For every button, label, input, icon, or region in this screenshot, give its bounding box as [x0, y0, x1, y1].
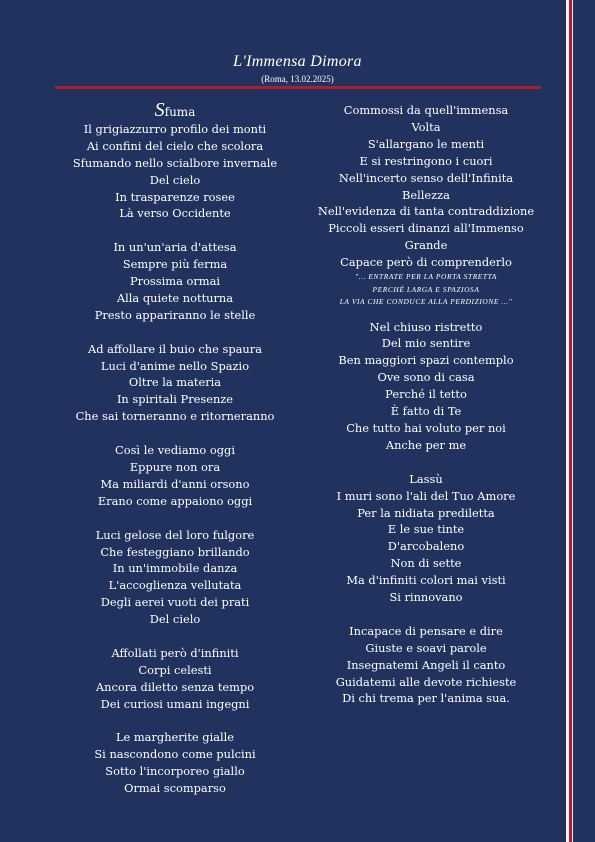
verse-line: Oltre la materia: [128, 375, 222, 390]
verse-line: Perché il tetto: [385, 387, 467, 402]
verse-line: E le sue tinte: [387, 522, 465, 537]
verse-line: Prossima ormai: [129, 274, 221, 289]
right-stanza-opening: [296, 102, 556, 271]
verse-line: Che festeggiano brillando: [100, 544, 250, 559]
quote-line: PERCHÉ LARGA E SPAZIOSA: [372, 284, 480, 294]
verse-line: Ad affollare il buio che spaura: [88, 341, 262, 356]
verse-line: In un'immobile danza: [112, 561, 238, 576]
verse-line: È fatto di Te: [390, 404, 462, 419]
verse-line: Per la nidiata prediletta: [357, 505, 495, 520]
verse-line: Sempre più ferma: [122, 257, 228, 272]
verse-line: Guidatemi alle devote richieste: [335, 674, 517, 689]
verse-line: Che sai torneranno e ritorneranno: [75, 409, 275, 424]
verse-line: Ormai scomparso: [124, 781, 226, 796]
stanza: [45, 729, 305, 797]
verse-line: Luci gelose del loro fulgore: [95, 527, 255, 542]
verse-line: Ancora diletto senza tempo: [95, 679, 255, 694]
verse-line: Ove sono di casa: [377, 370, 475, 385]
verse-line: S'allargano le menti: [367, 136, 485, 151]
stanza: [45, 341, 305, 426]
verse-line: Ben maggiori spazi contemplo: [338, 353, 514, 368]
title-divider: [55, 86, 541, 89]
verse-line: L'accoglienza vellutata: [108, 578, 242, 593]
first-verse-line: [45, 99, 305, 121]
verse-line: Del cielo: [149, 612, 201, 627]
stanza-gap: [45, 713, 305, 730]
verse-line: Ma d'infiniti colori mai visti: [346, 573, 506, 588]
verse-line: Che tutto hai voluto per noi: [346, 421, 506, 435]
verse-line: In trasparenze rosee: [115, 189, 235, 204]
verse-line: Di chi trema per l'anima sua.: [342, 691, 510, 706]
verse-line: Del cielo: [149, 172, 201, 187]
stanza: [296, 471, 556, 606]
verse-line: Grande: [404, 238, 448, 253]
verse-line: Non di sette: [390, 556, 462, 571]
stanza-gap: [45, 628, 305, 645]
stanza: [45, 645, 305, 713]
right-stanzas: [296, 319, 556, 708]
stanza: [296, 623, 556, 708]
verse-line: I muri sono l'ali del Tuo Amore: [336, 488, 516, 503]
stanza: [45, 121, 305, 222]
page-edge-thin-stripe: [572, 0, 573, 842]
verse-line: Si nascondono come pulcini: [94, 747, 256, 762]
verse-line: Erano come appaiono oggi: [97, 493, 253, 508]
verse-line: Si rinnovano: [389, 590, 463, 605]
quote-line: LA VIA CHE CONDUCE ALLA PERDIZIONE …": [339, 297, 513, 307]
stanza-gap: [45, 425, 305, 442]
stanza-gap: [296, 454, 556, 471]
quote-line: "… ENTRATE PER LA PORTA STRETTA: [355, 272, 497, 282]
stanza: [296, 319, 556, 454]
stanza: [45, 239, 305, 324]
verse-line: Luci d'anime nello Spazio: [100, 358, 250, 373]
drop-cap: S: [154, 99, 165, 121]
verse-line: Sfumando nello scialbore invernale: [72, 155, 278, 170]
first-verse-rest: fuma: [164, 105, 196, 119]
verse-line: E si restringono i cuori: [359, 153, 493, 168]
verse-line: Nell'evidenza di tanta contraddizione: [317, 204, 535, 219]
poem-title: L'Immensa Dimora: [233, 53, 362, 70]
verse-line: Ai confini del cielo che scolora: [86, 138, 264, 153]
verse-line: Eppure non ora: [129, 459, 221, 474]
verse-line: Alla quiete notturna: [116, 290, 234, 305]
verse-line: Piccoli esseri dinanzi all'Immenso: [328, 221, 524, 236]
verse-line: In spiritali Presenze: [116, 392, 234, 407]
verse-line: Anche per me: [385, 437, 467, 452]
verse-line: Il grigiazzurro profilo dei monti: [83, 121, 267, 136]
verse-line: In un'un'aria d'attesa: [113, 240, 237, 255]
verse-line: D'arcobaleno: [387, 539, 465, 554]
stanza: [45, 527, 305, 628]
verse-line: Insegnatemi Angeli il canto: [346, 657, 506, 672]
stanza-gap: [45, 510, 305, 527]
left-column: [45, 99, 305, 797]
verse-line: Del mio sentire: [381, 336, 471, 351]
scripture-quote: [296, 271, 556, 309]
verse-line: Là verso Occidente: [119, 206, 231, 221]
verse-line: Ma miliardi d'anni orsono: [100, 476, 250, 491]
stanza-gap: [45, 222, 305, 239]
verse-line: Commossi da quell'immensa: [343, 103, 509, 117]
verse-line: Affollati però d'infiniti: [111, 645, 239, 660]
stanza: [45, 442, 305, 510]
verse-line: Incapace di pensare e dire: [349, 623, 503, 638]
verse-line: Dei curiosi umani ingegni: [100, 696, 250, 711]
verse-line: Le margherite gialle: [115, 730, 235, 745]
verse-line: Corpi celesti: [138, 662, 212, 677]
poem-date: (Roma, 13.02.2025): [261, 74, 334, 84]
verse-line: Lassù: [409, 471, 443, 486]
verse-line: Bellezza: [402, 187, 450, 202]
verse-line: Così le vediamo oggi: [115, 443, 235, 458]
verse-line: Volta: [411, 119, 441, 134]
verse-line: Nel chiuso ristretto: [369, 319, 483, 334]
verse-line: Degli aerei vuoti dei prati: [100, 595, 250, 610]
stanza-gap: [296, 606, 556, 623]
verse-line: Nell'incerto senso dell'Infinita: [338, 170, 514, 185]
right-column: [296, 102, 556, 707]
stanza-gap: [45, 324, 305, 341]
verse-line: Sotto l'incorporeo giallo: [105, 764, 245, 779]
verse-line: Giuste e soavi parole: [365, 640, 487, 655]
left-stanzas: [45, 121, 305, 797]
verse-line: Presto appariranno le stelle: [94, 307, 256, 322]
verse-line: Capace però di comprenderlo: [340, 255, 512, 270]
